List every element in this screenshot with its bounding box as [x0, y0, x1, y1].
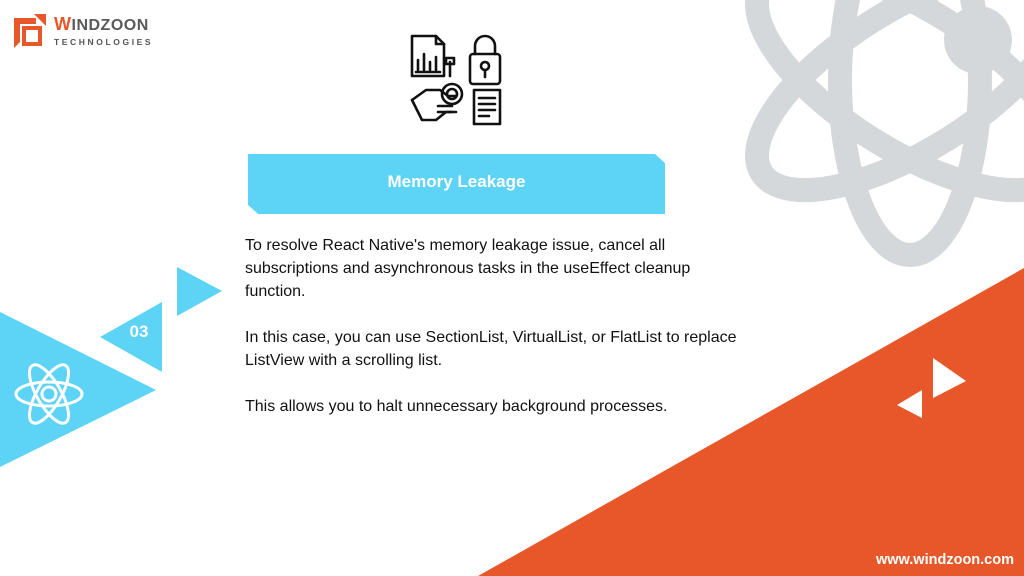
windzoon-logo-icon [14, 14, 46, 48]
footer-website-link[interactable]: www.windzoon.com [875, 552, 1014, 568]
document-chart-lock-hand-icon [408, 32, 504, 128]
logo-text [54, 15, 153, 47]
brand-name: WINDZOON [54, 14, 149, 35]
react-atom-watermark-icon [724, 0, 1024, 255]
company-logo[interactable] [14, 14, 153, 48]
content-paragraph: To resolve React Native's memory leakage issue, cancel all subscriptions and asynchronous tasks in the useEffect cleanup function. [245, 237, 691, 300]
slide-number: 03 [129, 322, 149, 341]
content-paragraph: In this case, you can use SectionList, VirtualList, or FlatList to replace ListView with a scrolling list. [245, 329, 737, 369]
content-paragraph: This allows you to halt unnecessary background processes. [245, 398, 668, 415]
brand-subtitle: TECHNOLOGIES [54, 37, 154, 48]
blue-triangle-small-shape [177, 267, 222, 316]
slide-content [245, 234, 745, 441]
slide-title: Memory Leakage [387, 172, 526, 191]
